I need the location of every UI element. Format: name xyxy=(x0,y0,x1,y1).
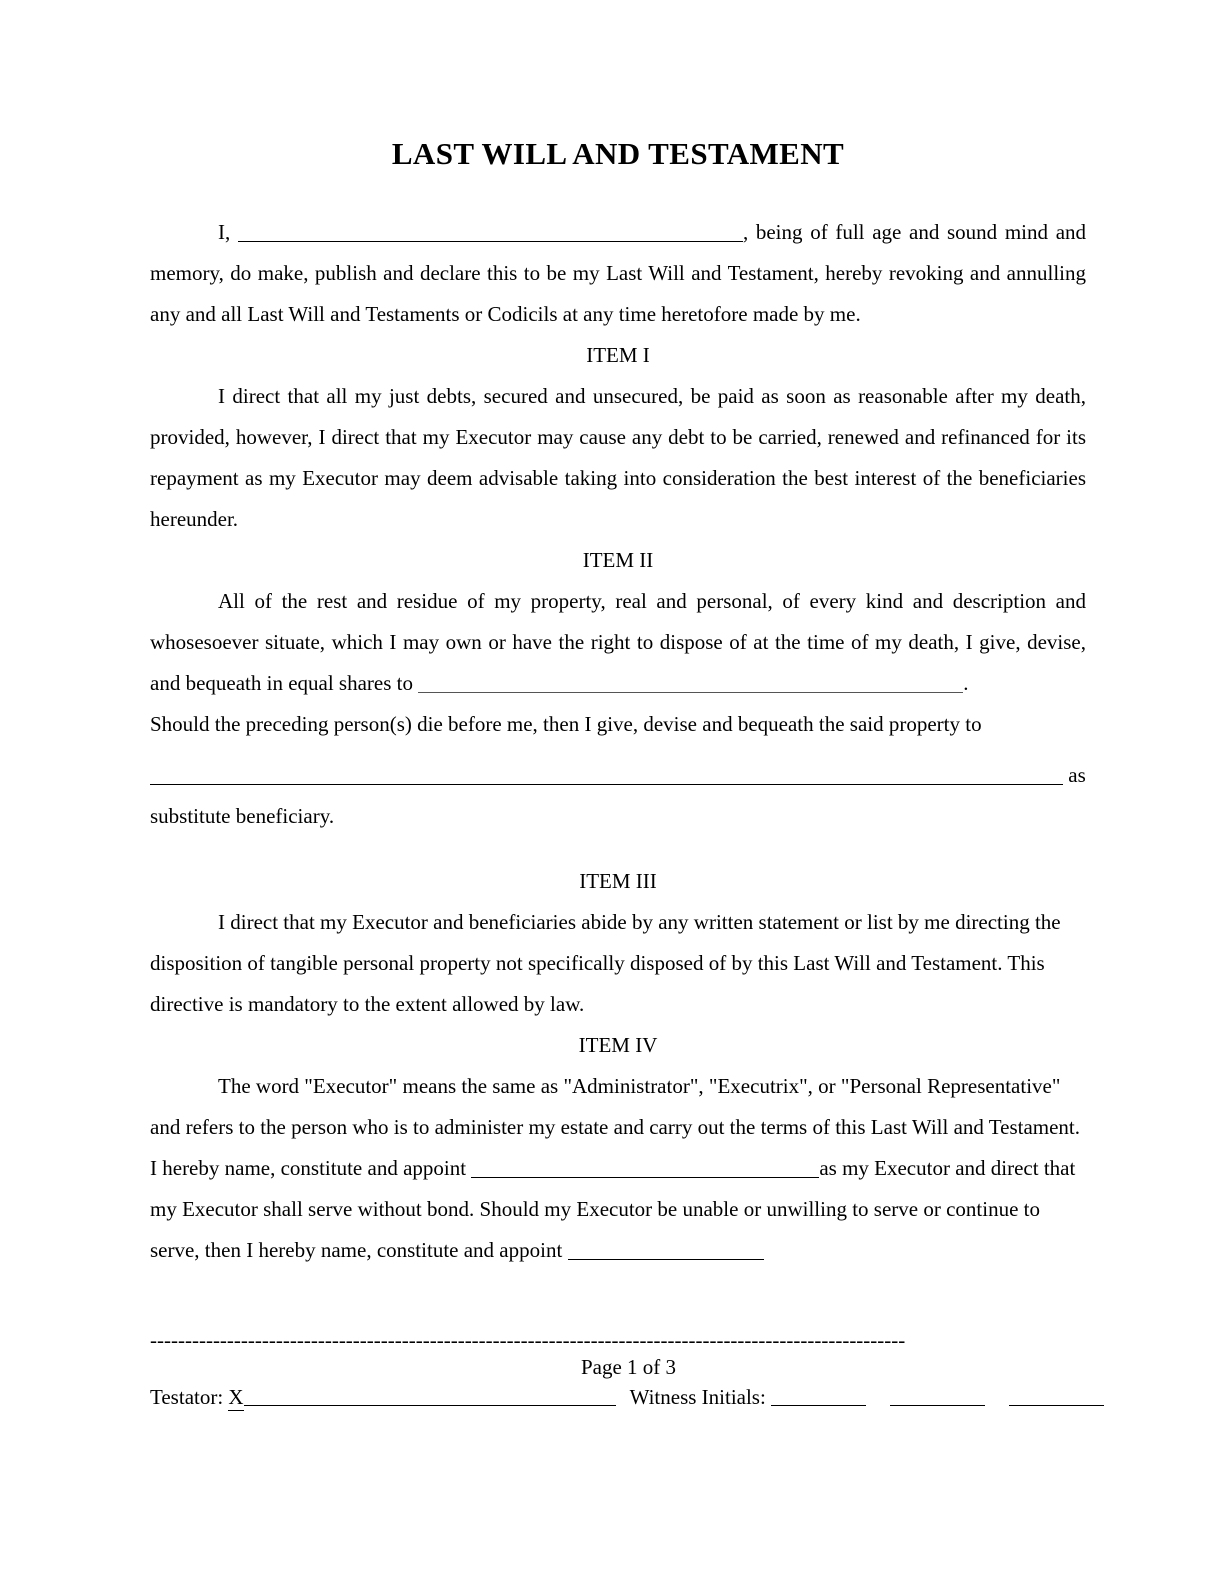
item-4-heading: ITEM IV xyxy=(578,1033,658,1057)
item-2-text-d: substitute beneficiary. xyxy=(150,804,335,828)
item-4-text-b: as my Executor and direct that my Executor shall serve without bond. Should my Executor be unable or unwilling to serve or continue to serve, then I hereby name, constitute and appoint xyxy=(150,1156,1076,1262)
page-title: LAST WILL AND TESTAMENT xyxy=(391,136,845,171)
equal-shares-beneficiary-blank[interactable] xyxy=(418,671,963,693)
executor-name-blank[interactable] xyxy=(471,1156,819,1178)
preamble-lead-in: I, xyxy=(218,220,231,244)
item-2-heading: ITEM II xyxy=(582,548,654,572)
signature-row xyxy=(150,1382,1107,1412)
witness-initial-blank-1[interactable] xyxy=(771,1385,866,1406)
item-3-paragraph xyxy=(150,902,1086,1025)
item-1-heading: ITEM I xyxy=(586,343,650,367)
testator-mark: X xyxy=(228,1385,244,1409)
page-number: Page 1 of 3 xyxy=(580,1355,677,1379)
testator-name-blank[interactable] xyxy=(238,220,743,242)
item-3-text: I direct that my Executor and beneficiaries abide by any written statement or list by me directing the disposition of tangible personal property not specifically disposed of by this Last Will and Testament. This directive is mandatory to the extent allowed by law. xyxy=(150,910,1061,1016)
item-1-text: I direct that all my just debts, secured and unsecured, be paid as soon as reasonable after my death, provided, however, I direct that my Executor may cause any debt to be carried, renewed and refinanced for its repayment as my Executor may deem advisable taking into consideration the best interest of the beneficiaries hereunder. xyxy=(150,384,1086,531)
item-3-heading: ITEM III xyxy=(579,869,657,893)
item-2-paragraph-a xyxy=(150,581,1086,704)
item-4-paragraph xyxy=(150,1066,1086,1271)
item-2-period: . xyxy=(963,671,969,695)
item-1-paragraph xyxy=(150,376,1086,540)
document-body xyxy=(150,0,1086,1271)
witness-initial-blank-2[interactable] xyxy=(890,1385,985,1406)
substitute-beneficiary-blank[interactable] xyxy=(150,763,1063,785)
alternate-executor-name-blank[interactable] xyxy=(568,1238,764,1260)
witness-initials-label: Witness Initials: xyxy=(629,1385,766,1409)
item-2-paragraph-b xyxy=(150,704,1086,745)
witness-initial-blank-3[interactable] xyxy=(1009,1385,1104,1406)
preamble-paragraph xyxy=(150,212,1086,335)
testator-signature-blank[interactable] xyxy=(244,1385,616,1406)
spacer xyxy=(150,169,1086,212)
page-footer xyxy=(150,1330,1107,1412)
item-2-text-c: as xyxy=(1068,763,1086,787)
spacer xyxy=(150,745,1086,755)
item-2-paragraph-d xyxy=(150,796,1086,837)
preamble-text: , being of full age and sound mind and memory, do make, publish and declare this to be my Last Will and Testament, hereby revoking and annulling any and all Last Will and Testaments or Codicils at any time heretofore made by me. xyxy=(150,220,1087,326)
item-2-paragraph-c xyxy=(150,755,1086,796)
footer-separator: ------------------------------------------------------------------------------------------------------------ xyxy=(150,1330,906,1352)
testator-label: Testator: xyxy=(150,1385,224,1409)
spacer xyxy=(150,837,1086,861)
item-4-text-a: The word "Executor" means the same as "Administrator", "Executrix", or "Personal Representative" and refers to the person who is to administer my estate and carry out the terms of this Last Will and Testament. I hereby name, constitute and appoint xyxy=(150,1074,1081,1180)
item-2-text-a: All of the rest and residue of my property, real and personal, of every kind and description and whosesoever situate, which I may own or have the right to dispose of at the time of my death, I give, devise, and bequeath in equal shares to xyxy=(150,589,1086,695)
item-2-text-b: Should the preceding person(s) die before me, then I give, devise and bequeath the said property to xyxy=(150,712,982,736)
